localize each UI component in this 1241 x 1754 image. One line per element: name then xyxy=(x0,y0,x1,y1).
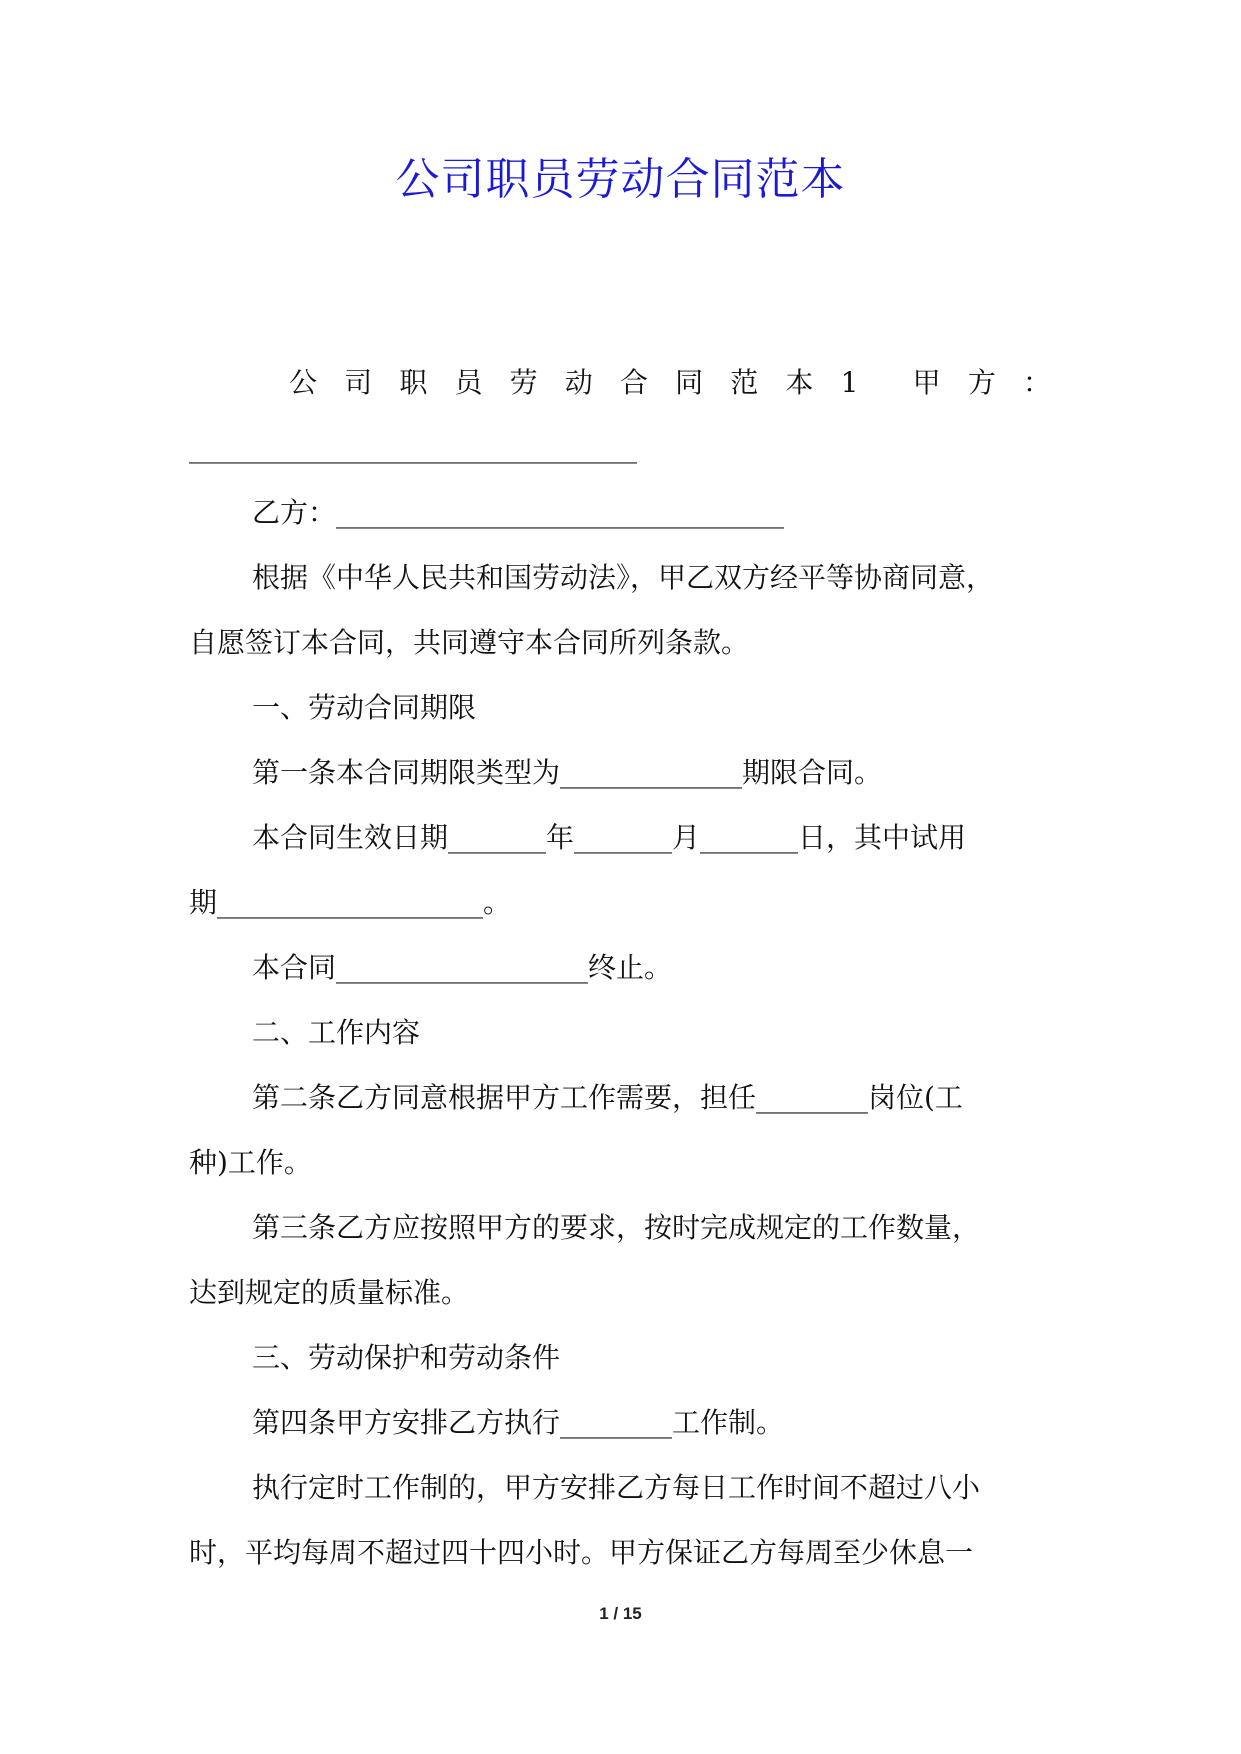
body-line: 本合同生效日期_______年_______月_______日，其中试用 xyxy=(252,821,967,854)
heading-line xyxy=(189,350,1051,415)
body-line: 乙方：________________________________ xyxy=(252,496,785,529)
body-line: 执行定时工作制的，甲方安排乙方每日工作时间不超过八小 xyxy=(252,1471,981,1504)
heading-char: 同 xyxy=(675,366,704,399)
heading-char: 范 xyxy=(730,366,759,399)
heading-char: 动 xyxy=(564,366,593,399)
heading-char: 方 xyxy=(967,366,996,399)
heading-char: 司 xyxy=(344,366,373,399)
body-line: 二、工作内容 xyxy=(252,1016,421,1049)
text-lines xyxy=(189,415,1051,1585)
body-line: ________________________________ xyxy=(189,431,637,464)
document-title: 公司职员劳动合同范本 xyxy=(395,154,846,205)
body-line: 第二条乙方同意根据甲方工作需要，担任________岗位(工 xyxy=(252,1081,963,1114)
document-body xyxy=(189,350,1051,1585)
heading-char: 劳 xyxy=(509,366,538,399)
body-line: 自愿签订本合同，共同遵守本合同所列条款。 xyxy=(189,626,750,659)
body-line: 第一条本合同期限类型为_____________期限合同。 xyxy=(252,756,883,789)
heading-char: ： xyxy=(1022,366,1051,399)
heading-char: 公 xyxy=(289,366,318,399)
body-line: 期___________________。 xyxy=(189,886,512,919)
body-line: 根据《中华人民共和国劳动法》，甲乙双方经平等协商同意， xyxy=(252,561,995,594)
body-line: 第四条甲方安排乙方执行________工作制。 xyxy=(252,1406,785,1439)
body-line: 一、劳动合同期限 xyxy=(252,691,477,724)
page-number: 1 / 15 xyxy=(599,1604,642,1623)
body-line: 第三条乙方应按照甲方的要求，按时完成规定的工作数量， xyxy=(252,1211,981,1244)
heading-char: 职 xyxy=(399,366,428,399)
heading-char: 甲 xyxy=(912,366,941,399)
heading-char: 本 xyxy=(785,366,814,399)
body-line: 种)工作。 xyxy=(189,1146,312,1179)
heading-char: 员 xyxy=(454,366,483,399)
body-line: 本合同__________________终止。 xyxy=(252,951,673,984)
heading-char: 1 xyxy=(840,366,859,399)
body-line: 三、劳动保护和劳动条件 xyxy=(252,1341,561,1374)
body-line: 达到规定的质量标准。 xyxy=(189,1276,470,1309)
body-line: 时，平均每周不超过四十四小时。甲方保证乙方每周至少休息一 xyxy=(189,1536,974,1569)
heading-char: 合 xyxy=(619,366,648,399)
